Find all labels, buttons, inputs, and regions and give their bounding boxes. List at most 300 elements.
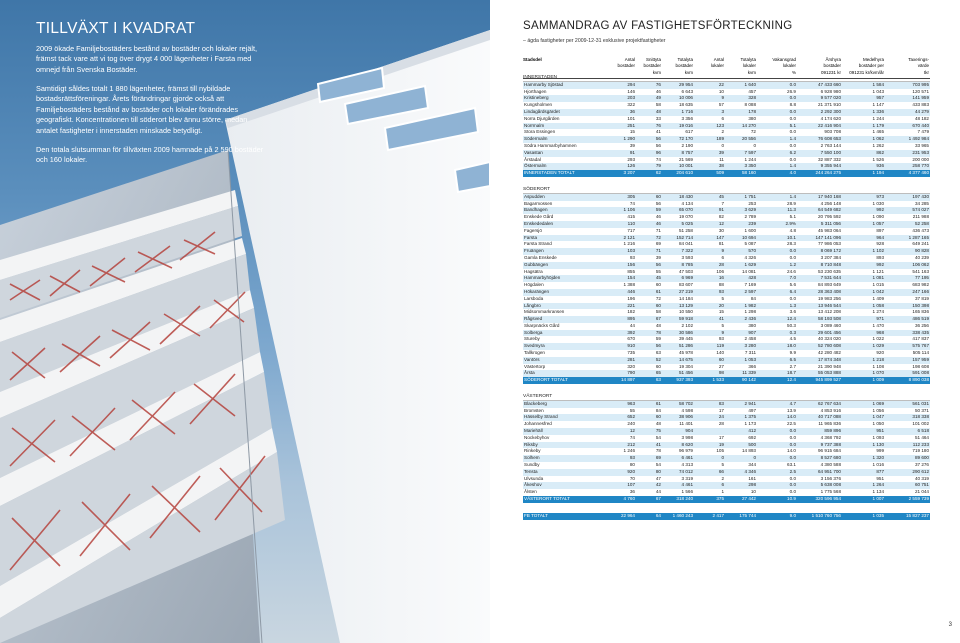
table-row	[523, 442, 930, 449]
table-title: SAMMANDRAG AV FASTIGHETSFÖRTECKNING	[523, 20, 793, 32]
cell-value: 93	[629, 455, 635, 461]
cell-value: 2 789	[744, 214, 756, 220]
cell-value: 59	[655, 336, 661, 342]
table-row	[523, 336, 930, 343]
cell-value: 72	[655, 234, 661, 240]
table-row	[523, 357, 930, 364]
table-row	[523, 241, 930, 248]
cell-value: 1 179	[872, 122, 884, 128]
table-row	[523, 116, 930, 123]
column-header-line: värde	[917, 63, 929, 69]
cell-value: 39	[629, 142, 635, 148]
cell-value: 63	[655, 377, 661, 383]
cell-value: 8.8	[789, 102, 796, 108]
cell-value: 70	[629, 475, 635, 481]
row-label: Kristineberg	[524, 95, 549, 101]
cell-value: 0.0	[789, 455, 796, 461]
cell-value: 103	[627, 248, 635, 254]
cell-value: 0.0	[789, 108, 796, 114]
column-header	[694, 57, 725, 76]
section-total-row	[523, 377, 930, 384]
cell-value: 290 612	[912, 468, 929, 474]
cell-value: 6	[721, 482, 724, 488]
cell-value: 1 106	[623, 207, 635, 213]
cell-value: 55 053 888	[818, 370, 841, 376]
cell-value: 39	[718, 149, 724, 155]
cell-value: 11 339	[742, 370, 756, 376]
cell-value: 74 012	[678, 468, 693, 474]
cell-value: 28.9	[787, 200, 796, 206]
table-row	[523, 201, 930, 208]
cell-value: 77 195	[914, 275, 929, 281]
cell-value: 36	[629, 108, 635, 114]
cell-value: 6 518	[917, 428, 929, 434]
cell-value: 17 874 348	[818, 356, 841, 362]
cell-value: 27 219	[678, 288, 693, 294]
cell-value: 14 893	[741, 448, 756, 454]
cell-value: 320	[627, 363, 635, 369]
cell-value: 53 230 635	[818, 268, 841, 274]
row-label: SÖDERORT TOTALT	[524, 377, 568, 383]
cell-value: 79	[655, 163, 661, 169]
cell-value: 971	[876, 316, 884, 322]
cell-value: 22	[718, 81, 724, 87]
cell-value: 81	[718, 241, 724, 247]
cell-value: 101	[627, 115, 635, 121]
cell-value: 1 093	[872, 434, 884, 440]
cell-value: 221	[627, 302, 635, 308]
cell-value: 318 240	[676, 496, 693, 502]
cell-value: 40 319	[914, 475, 929, 481]
cell-value: 0.0	[789, 428, 796, 434]
cell-value: 3 998	[681, 434, 693, 440]
cell-value: 51 464	[914, 434, 929, 440]
cell-value: 161	[748, 475, 756, 481]
cell-value: 106	[716, 268, 724, 274]
cell-value: 58 193 508	[818, 316, 841, 322]
cell-value: 1 043	[872, 88, 884, 94]
row-label: Midsommarkransen	[524, 309, 565, 315]
column-header-line: %	[791, 69, 796, 75]
row-label: Årstadal	[524, 156, 541, 162]
cell-value: 30 586	[678, 329, 693, 335]
cell-value: 74	[655, 156, 661, 162]
cell-value: 34 285	[914, 200, 929, 206]
cell-value: 90 142	[741, 377, 756, 383]
cell-value: 11 401	[679, 421, 693, 427]
cell-value: 366	[748, 363, 756, 369]
cell-value: 2 121	[623, 234, 635, 240]
cell-value: 204 610	[676, 170, 693, 176]
table-row	[523, 129, 930, 136]
cell-value: 8 785	[681, 261, 693, 267]
cell-value: 21 569	[678, 156, 693, 162]
cell-value: 182	[627, 309, 635, 315]
cell-value: 78	[655, 448, 661, 454]
row-label: Norra Djurgården	[524, 115, 560, 121]
cell-value: 197 430	[912, 193, 929, 199]
table-row	[523, 143, 930, 150]
cell-value: 7 531 644	[820, 275, 841, 281]
cell-value: 21 390 948	[818, 363, 841, 369]
column-header-line: bostäder	[823, 63, 841, 69]
cell-value: 8 088	[744, 102, 756, 108]
cell-value: 61	[655, 288, 661, 294]
column-header-line: bostäder	[643, 63, 661, 69]
cell-value: 6.2	[789, 149, 796, 155]
cell-value: 19 304	[678, 363, 693, 369]
cell-value: 93	[629, 254, 635, 260]
table-row	[523, 482, 930, 489]
cell-value: 253	[748, 200, 756, 206]
cell-value: 0.0	[789, 489, 796, 495]
cell-value: 60	[655, 282, 661, 288]
row-label: Solberga	[524, 329, 543, 335]
cell-value: 126	[627, 163, 635, 169]
cell-value: 0.0	[789, 129, 796, 135]
cell-value: 96	[655, 149, 661, 155]
cell-value: 8 890 038	[908, 377, 929, 383]
cell-value: 0	[753, 142, 756, 148]
cell-value: 9 577 020	[820, 95, 841, 101]
row-label: Vantörs	[524, 356, 540, 362]
cell-value: 98	[718, 370, 724, 376]
cell-value: 968	[876, 329, 884, 335]
cell-value: 29 601 456	[818, 329, 841, 335]
cell-value: 12	[718, 220, 724, 226]
cell-value: 5 311 056	[820, 220, 841, 226]
cell-value: 2 102	[681, 322, 693, 328]
cell-value: 1 050	[872, 421, 884, 427]
cell-value: 44	[655, 489, 661, 495]
cell-value: 0	[721, 142, 724, 148]
cell-value: 575 767	[912, 343, 929, 349]
table-row	[523, 350, 930, 357]
cell-value: 15	[629, 129, 635, 135]
cell-value: 58 702	[678, 400, 693, 406]
cell-value: 1 147	[872, 102, 884, 108]
cell-value: 703 995	[912, 81, 929, 87]
cell-value: 11	[719, 156, 724, 162]
cell-value: 920	[876, 350, 884, 356]
cell-value: 240	[627, 421, 635, 427]
cell-value: 107	[627, 482, 635, 488]
cell-value: 1	[721, 489, 724, 495]
cell-value: 84	[750, 295, 756, 301]
cell-value: 9 355 944	[820, 163, 841, 169]
row-label: Stora Essingen	[524, 129, 556, 135]
cell-value: 446	[627, 288, 635, 294]
cell-value: 735	[627, 350, 635, 356]
cell-value: 28	[718, 421, 724, 427]
row-label: Hagsätra	[524, 268, 543, 274]
cell-value: 1 047	[872, 414, 884, 420]
cell-value: 318 338	[912, 414, 929, 420]
cell-value: 1 069	[872, 400, 884, 406]
cell-value: 4 326	[744, 254, 756, 260]
row-label: Farsta Strand	[524, 241, 552, 247]
cell-value: 84	[655, 407, 661, 413]
row-label: Långbro	[524, 302, 541, 308]
row-label: Stureby	[524, 336, 540, 342]
cell-value: 897	[876, 227, 884, 233]
column-header	[636, 57, 662, 76]
cell-value: 17 940 168	[818, 193, 841, 199]
intro-paragraph-1: 2009 ökade Familjebostäders bestånd av bostäder och lokaler rejält, främst tack vare att vi tog över drygt 4 000 lägenheter i Farsta med omnejd från Svenska Bostäder.	[36, 44, 258, 74]
cell-value: 154	[627, 275, 635, 281]
cell-value: 72 170	[678, 136, 693, 142]
cell-value: 4 461	[681, 482, 693, 488]
cell-value: 561 031	[912, 400, 929, 406]
table-row	[523, 455, 930, 462]
cell-value: 5	[721, 295, 724, 301]
cell-value: 64	[655, 512, 661, 518]
cell-value: 790	[627, 370, 635, 376]
cell-value: 9.9	[789, 350, 796, 356]
cell-value: 51 258	[678, 227, 693, 233]
cell-value: 60	[655, 193, 661, 199]
cell-value: 992	[876, 261, 884, 267]
cell-value: 2 597	[744, 288, 756, 294]
cell-value: 6	[721, 254, 724, 260]
cell-value: 1 108	[872, 363, 884, 369]
cell-value: 1 320	[872, 455, 884, 461]
cell-value: 58 160	[741, 170, 756, 176]
cell-value: 147	[716, 234, 724, 240]
table-row	[523, 303, 930, 310]
section-total-row	[523, 496, 930, 503]
cell-value: 47 503	[678, 268, 693, 274]
cell-value: 591 008	[912, 370, 929, 376]
cell-value: 24	[718, 414, 724, 420]
page-number: 3	[948, 622, 952, 628]
cell-value: 0.0	[789, 142, 796, 148]
row-label: Ulvsunda	[524, 475, 544, 481]
cell-value: 29 954	[678, 81, 693, 87]
cell-value: 93	[718, 288, 724, 294]
cell-value: 46	[655, 220, 661, 226]
cell-value: 322	[627, 102, 635, 108]
cell-value: 7.0	[789, 275, 796, 281]
cell-value: 48	[655, 421, 661, 427]
cell-value: 652	[627, 414, 635, 420]
column-header-line: 091231 kr	[820, 69, 841, 75]
cell-value: 8 757	[681, 149, 693, 155]
subtitle-text: ägda fastigheter per 2009-12-31 exklusive projektfastigheter	[527, 38, 666, 44]
row-label: Vasastan	[524, 149, 543, 155]
cell-value: 963	[627, 400, 635, 406]
cell-value: 17	[718, 407, 724, 413]
cell-value: 380	[748, 115, 756, 121]
cell-value: 9	[721, 248, 724, 254]
cell-value: 105	[716, 448, 724, 454]
cell-value: 211 988	[912, 214, 929, 220]
cell-value: 64 951 700	[818, 468, 841, 474]
cell-value: 937 393	[676, 377, 693, 383]
grand-total-row	[523, 513, 930, 520]
table-row	[523, 255, 930, 262]
cell-value: 251	[627, 122, 635, 128]
cell-value: 198 608	[912, 363, 929, 369]
cell-value: 1 274	[872, 309, 884, 315]
cell-value: 32 887 332	[818, 156, 841, 162]
cell-value: 212	[627, 441, 635, 447]
cell-value: 0.0	[789, 434, 796, 440]
cell-value: 62	[655, 170, 661, 176]
cell-value: 42	[655, 482, 661, 488]
row-label: Lindagårdsgärdet	[524, 108, 560, 114]
row-label: Enskededalen	[524, 220, 554, 226]
cell-value: 59	[655, 207, 661, 213]
cell-value: 1.2	[789, 261, 796, 267]
cell-value: 505 114	[912, 350, 929, 356]
table-row	[523, 421, 930, 428]
cell-value: 65 070	[678, 207, 693, 213]
cell-value: 4 256 148	[820, 200, 841, 206]
cell-value: 52 258	[914, 220, 929, 226]
row-label: Hässelby Strand	[524, 414, 558, 420]
cell-value: 58	[655, 102, 661, 108]
property-table	[523, 75, 930, 520]
row-label: Gubbängen	[524, 261, 549, 267]
cell-value: 52	[655, 356, 661, 362]
cell-value: 18.0	[787, 343, 796, 349]
cell-value: 7 597	[744, 149, 756, 155]
cell-value: 48	[655, 108, 661, 114]
cell-value: 84 041	[678, 241, 693, 247]
cell-value: 10 006	[678, 95, 693, 101]
column-header-line: lokaler	[782, 63, 796, 69]
cell-value: 74	[629, 434, 635, 440]
cell-value: 4 380 588	[820, 462, 841, 468]
cell-value: 41	[718, 316, 724, 322]
column-header-line: bostäder	[675, 63, 693, 69]
table-row	[523, 282, 930, 289]
cell-value: 80	[629, 462, 635, 468]
cell-value: 20	[718, 302, 724, 308]
cell-value: 20 556	[741, 136, 756, 142]
cell-value: 1 584	[872, 81, 884, 87]
cell-value: 862	[876, 149, 884, 155]
cell-value: 574 027	[912, 207, 929, 213]
cell-value: 5 638 008	[820, 482, 841, 488]
row-label: Hjorthagen	[524, 88, 547, 94]
row-label: Sundby	[524, 462, 540, 468]
cell-value: 895	[627, 316, 635, 322]
cell-value: 69	[655, 455, 661, 461]
cell-value: 1 218	[872, 356, 884, 362]
cell-value: 6.4	[789, 288, 796, 294]
row-label: Hammarbyhöjden	[524, 275, 561, 281]
cell-value: 0.0	[789, 254, 796, 260]
column-header-line: kvm	[684, 69, 693, 75]
row-label: Ålsten	[524, 489, 537, 495]
section-spacer	[523, 384, 930, 394]
cell-value: 541 163	[912, 268, 929, 274]
cell-value: 14 897	[620, 377, 635, 383]
cell-value: 1 287 165	[908, 234, 929, 240]
cell-value: 0.0	[789, 95, 796, 101]
cell-value: 72	[655, 295, 661, 301]
cell-value: 19	[718, 441, 724, 447]
cell-value: 247 166	[912, 288, 929, 294]
column-header	[842, 57, 885, 76]
cell-value: 1 216	[623, 241, 635, 247]
table-row	[523, 414, 930, 421]
cell-value: 9 737 388	[820, 441, 841, 447]
cell-value: 344	[748, 462, 756, 468]
cell-value: 1 510 760 756	[811, 512, 841, 518]
section-title: SÖDERORT	[523, 187, 930, 194]
cell-value: 1 460 243	[672, 512, 693, 518]
table-row	[523, 323, 930, 330]
cell-value: 6 928 980	[820, 88, 841, 94]
cell-value: 1 130	[872, 441, 884, 447]
row-label: Svedmyra	[524, 343, 545, 349]
cell-value: 56	[655, 142, 661, 148]
cell-value: 17	[718, 434, 724, 440]
cell-value: 258 770	[912, 163, 929, 169]
cell-value: 692	[748, 434, 756, 440]
cell-value: 10.1	[787, 234, 796, 240]
cell-value: 1 022	[872, 336, 884, 342]
cell-value: 40 239	[914, 254, 929, 260]
table-row	[523, 435, 930, 442]
cell-value: 14 270	[741, 122, 756, 128]
cell-value: 4 598	[681, 407, 693, 413]
cell-value: 3 156 376	[820, 475, 841, 481]
column-header-line: lokaler	[710, 63, 724, 69]
cell-value: 60	[718, 356, 724, 362]
table-page	[490, 0, 960, 643]
cell-value: 2 941	[744, 400, 756, 406]
column-header-line: bostäder	[617, 63, 635, 69]
cell-value: 1 298	[744, 309, 756, 315]
cell-value: 3	[721, 108, 724, 114]
cell-value: 38	[718, 163, 724, 169]
cell-value: 19 016	[678, 122, 693, 128]
table-row	[523, 214, 930, 221]
row-label: Johannesfred	[524, 421, 552, 427]
cell-value: 973	[876, 193, 884, 199]
column-header	[757, 57, 797, 76]
cell-value: 2 417	[712, 512, 724, 518]
cell-value: 56	[655, 136, 661, 142]
row-label: Hökarängen	[524, 288, 550, 294]
row-label: Enskede Gård	[524, 214, 554, 220]
cell-value: 141 959	[912, 95, 929, 101]
cell-value: 5 025	[681, 220, 693, 226]
cell-value: 417 837	[912, 336, 929, 342]
cell-value: 1 375	[744, 414, 756, 420]
cell-value: 0.0	[789, 81, 796, 87]
cell-value: 22 964	[620, 512, 635, 518]
cell-value: 40 324 020	[818, 336, 841, 342]
cell-value: 6 969	[681, 275, 693, 281]
cell-value: 2 763 144	[820, 142, 841, 148]
cell-value: 1 121	[872, 268, 884, 274]
cell-value: 36 256	[914, 322, 929, 328]
cell-value: 11 965 836	[818, 421, 841, 427]
cell-value: 4 368 792	[820, 434, 841, 440]
cell-value: 46	[655, 214, 661, 220]
cell-value: 293	[627, 156, 635, 162]
intro-text-block	[36, 20, 268, 175]
cell-value: 497	[748, 407, 756, 413]
cell-value: 10.9	[787, 496, 796, 502]
cell-value: 203	[627, 95, 635, 101]
table-row	[523, 248, 930, 255]
